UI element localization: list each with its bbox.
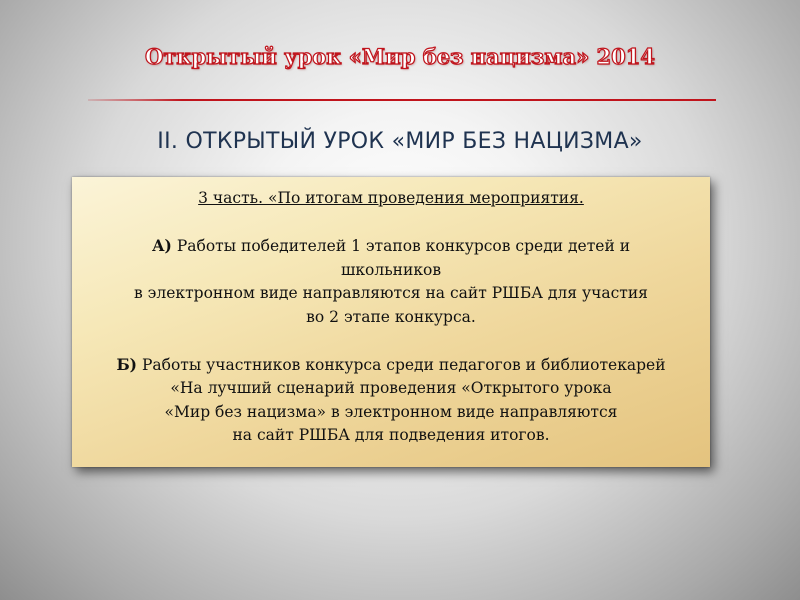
paragraph-a-marker: А) — [151, 236, 172, 255]
paragraph-b-line-4: на сайт РШБА для подведения итогов. — [232, 426, 550, 444]
paragraph-b-line-3: «Мир без нацизма» в электронном виде направляются — [164, 402, 618, 421]
paragraph-b-marker: Б) — [116, 354, 138, 374]
paragraph-b-line-2: «На лучший сценарий проведения «Открытого урока — [170, 379, 612, 397]
paragraph-a-line-1 — [80, 234, 702, 259]
paragraph-a-line-2: школьников — [340, 260, 442, 279]
box-title: 3 часть. «По итогам проведения мероприятия. — [198, 189, 584, 207]
section-heading: II. ОТКРЫТЫЙ УРОК «МИР БЕЗ НАЦИЗМА» — [157, 129, 643, 154]
paragraph-a-text-1: Работы победителей 1 этапов конкурсов среди детей и — [171, 237, 631, 255]
paragraph-b — [80, 353, 702, 448]
paragraph-a-line-3: в электронном виде направляются на сайт РШБА для участия — [134, 284, 648, 302]
paragraph-b-line-1 — [80, 353, 702, 378]
slide-title: Открытый урок «Мир без нацизма» 2014 — [145, 44, 655, 69]
paragraph-a-line-4: во 2 этапе конкурса. — [306, 307, 476, 326]
content-box — [72, 177, 710, 467]
title-divider — [88, 99, 716, 101]
paragraph-a — [80, 234, 702, 329]
paragraph-b-text-1: Работы участников конкурса среди педагогов и библиотекарей — [137, 355, 666, 374]
paragraph-gap — [80, 329, 702, 353]
